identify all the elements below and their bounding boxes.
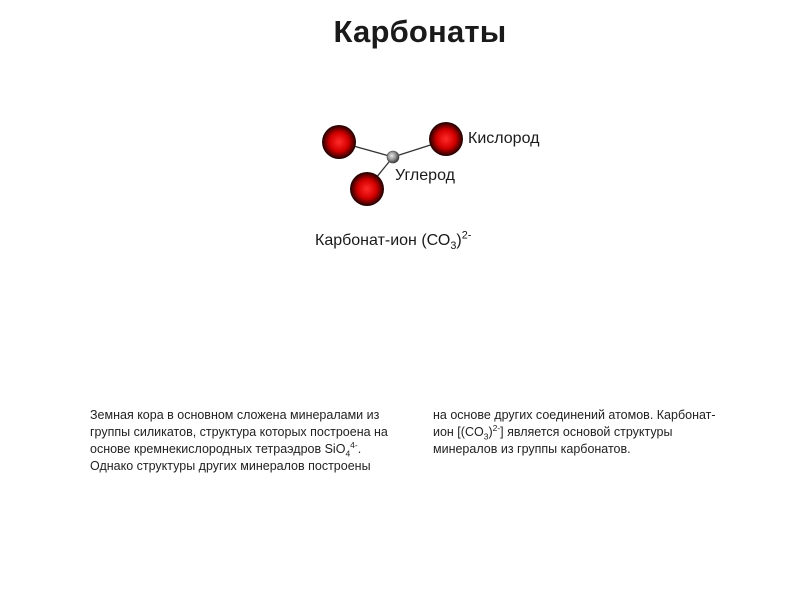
carbon-atom [387, 151, 399, 163]
text-line [90, 441, 420, 458]
diagram-caption [315, 229, 472, 253]
text-superscript: 2- [492, 422, 501, 433]
text-superscript: 4- [350, 439, 358, 450]
text-line: Земная кора в основном сложена минералами из [90, 408, 380, 422]
oxygen-atom-left [322, 125, 356, 159]
text-fragment: . [357, 442, 362, 456]
oxygen-atom-bottom [350, 172, 384, 206]
text-column-left [90, 407, 420, 475]
text-line: Однако структуры других минералов построены [90, 459, 371, 473]
text-line: на основе других соединений атомов. Карбонат- [433, 408, 716, 422]
caption-suffix: ) [456, 232, 462, 249]
text-subscript: 3 [483, 431, 489, 442]
caption-superscript: 2- [461, 229, 472, 242]
carbon-label: Углерод [395, 167, 455, 184]
text-fragment: основе кремнекислородных тетраэдров SiO [90, 442, 346, 456]
text-subscript: 4 [345, 448, 351, 459]
text-column-right [433, 407, 753, 458]
text-line: минералов из группы карбонатов. [433, 442, 631, 456]
text-fragment: ) [488, 425, 493, 439]
oxygen-label: Кислород [468, 130, 540, 147]
text-line [433, 424, 753, 441]
text-line: группы силикатов, структура которых построена на [90, 425, 388, 439]
slide-title: Карбонаты [333, 14, 507, 49]
text-fragment: ион [(CO [433, 425, 484, 439]
caption-prefix: Карбонат-ион (СО [315, 232, 451, 249]
text-fragment: ] является основой структуры [500, 425, 673, 439]
caption-subscript: 3 [450, 240, 457, 253]
oxygen-atom-right [429, 122, 463, 156]
